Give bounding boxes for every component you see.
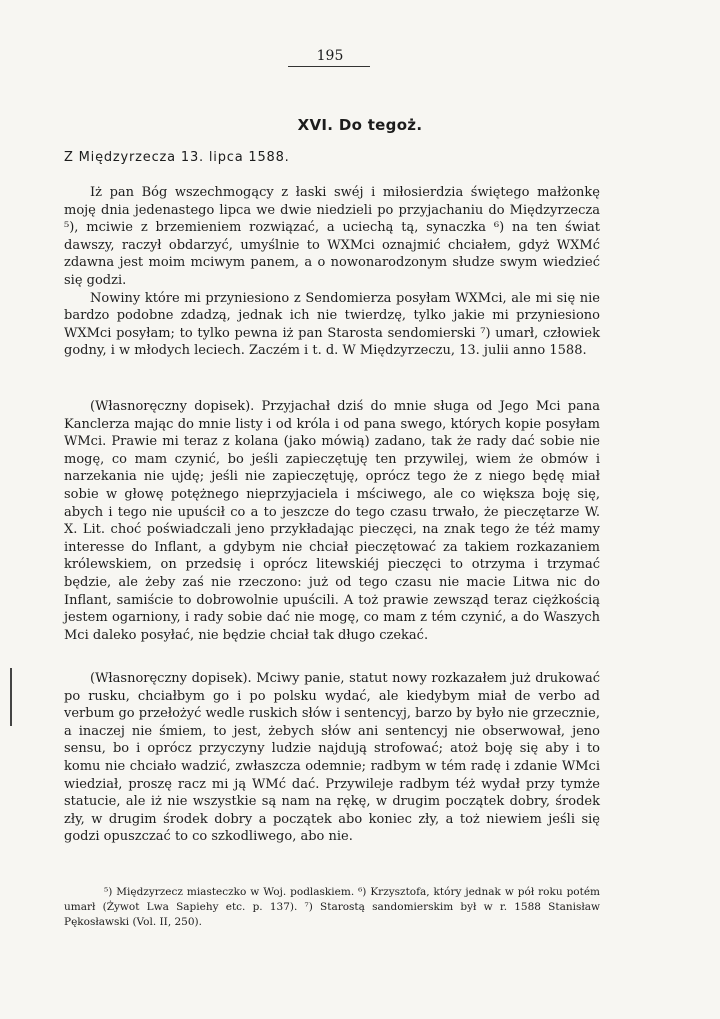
page-number: 195	[316, 48, 344, 64]
margin-mark	[10, 668, 12, 726]
postscript-1	[64, 398, 600, 644]
letter-paragraph-1: Iż pan Bóg wszechmogący z łaski swéj i miłosierdzia świętego małżonkę moję dnia jedenastego lipca we dwie niedzieli po przyjachaniu do Międzyrzecza ⁵), mciwie z brzemieniem rozwiązać, a uciechą tą, synaczka ⁶) na ten świat dawszy, raczył obdarzyć, umyślnie to WXMci oznajmić chciałem, gdyż WXMć zdawna jest moim mciwym panem, a o nowonarodzonym słudze swym wiedzieć się godzi.	[64, 185, 600, 288]
footnotes	[64, 885, 600, 930]
postscript-1-text: (Własnoręczny dopisek). Przyjachał dziś do mnie sługa od Jego Mci pana Kanclerza mając do mnie listy i od króla i od pana swego, których kopie posyłam WMci. Prawie mi teraz z kolana (jako mówią) zadano, tak że rady dać sobie nie mogę, co mam czynić, bo jeśli zapieczętuję ten przywilej, wiem że obmów i narzekania nie ujdę; jeśli nie zapieczętuję, oprócz tego że z niego będę miał sobie w głowę potężnego nieprzyjaciela i mściwego, ale co większa boję się, abych i tego nie upuścił co a to jeszcze do tego czasu trwało, że pieczętarze W. X. Lit. choć poświadczali jeno przykładając pieczęci, na znak tego że téż mamy interesse do Inflant, a gdybym nie chciał pieczętować za takiem rozkazaniem królewskiem, on przedsię i oprócz litewskiéj pieczęci to otrzyma i trzymać będzie, ale żeby zaś nie rzeczono: już od tego czasu nie macie Litwa nic do Inflant, samiście to dobrowolnie upuścili. A toż prawie zewsząd teraz ciężkością jestem ogarniony, i rady sobie dać nie mogę, co mam z tém czynić, a do Waszych Mci daleko posyłać, nie będzie chciał tak długo czekać.	[64, 399, 600, 643]
page-number-rule	[288, 66, 370, 67]
letter-paragraph-2: Nowiny które mi przyniesiono z Sendomierza posyłam WXMci, ale mi się nie bardzo podobne zdadzą, jednak ich nie twierdzę, tylko jakie mi przyniesiono WXMci posyłam; to tylko pewna iż pan Starosta sendomierski ⁷) umarł, człowiek godny, i w młodych leciech. Zaczém i t. d. W Międzyrzeczu, 13. julii anno 1588.	[64, 290, 600, 359]
postscript-2	[64, 670, 600, 846]
dateline: Z Międzyrzecza 13. lipca 1588.	[64, 150, 290, 165]
letter-body	[64, 184, 600, 360]
postscript-2-text: (Własnoręczny dopisek). Mciwy panie, statut nowy rozkazałem już drukować po rusku, chciałbym go i po polsku wydać, ale kiedybym miał de verbo ad verbum go przełożyć wedle ruskich słów i sentencyj, barzo by było nie grzecznie, a inaczej nie śmiem, to jest, żebych słów ani sentencyj nie obserwował, jeno sensu, bo i oprócz przyczyny ludzie najdują strofować; atoż boję się aby i to komu nie chciało wadzić, zwłaszcza odemnie; radbym w tém radę i zdanie WMci wiedział, proszę racz mi ją WMć dać. Przywileje radbym téż wydał przy tymże statucie, ale iż nie wszystkie są nam na rękę, w drugim początek dobry, środek zły, w drugim środek dobry a początek abo koniec zły, a toż niewiem jeśli się godzi opuszczać to co szkodliwego, abo nie.	[64, 671, 600, 845]
letter-heading: XVI. Do tegoż.	[297, 116, 423, 134]
footnotes-text: ⁵) Międzyrzecz miasteczko w Woj. podlaskiem. ⁶) Krzysztofa, który jednak w pół roku potém umarł (Żywot Lwa Sapiehy etc. p. 137). ⁷) Starostą sandomierskim był w r. 1588 Stanisław Pękosławski (Vol. II, 250).	[64, 886, 600, 928]
